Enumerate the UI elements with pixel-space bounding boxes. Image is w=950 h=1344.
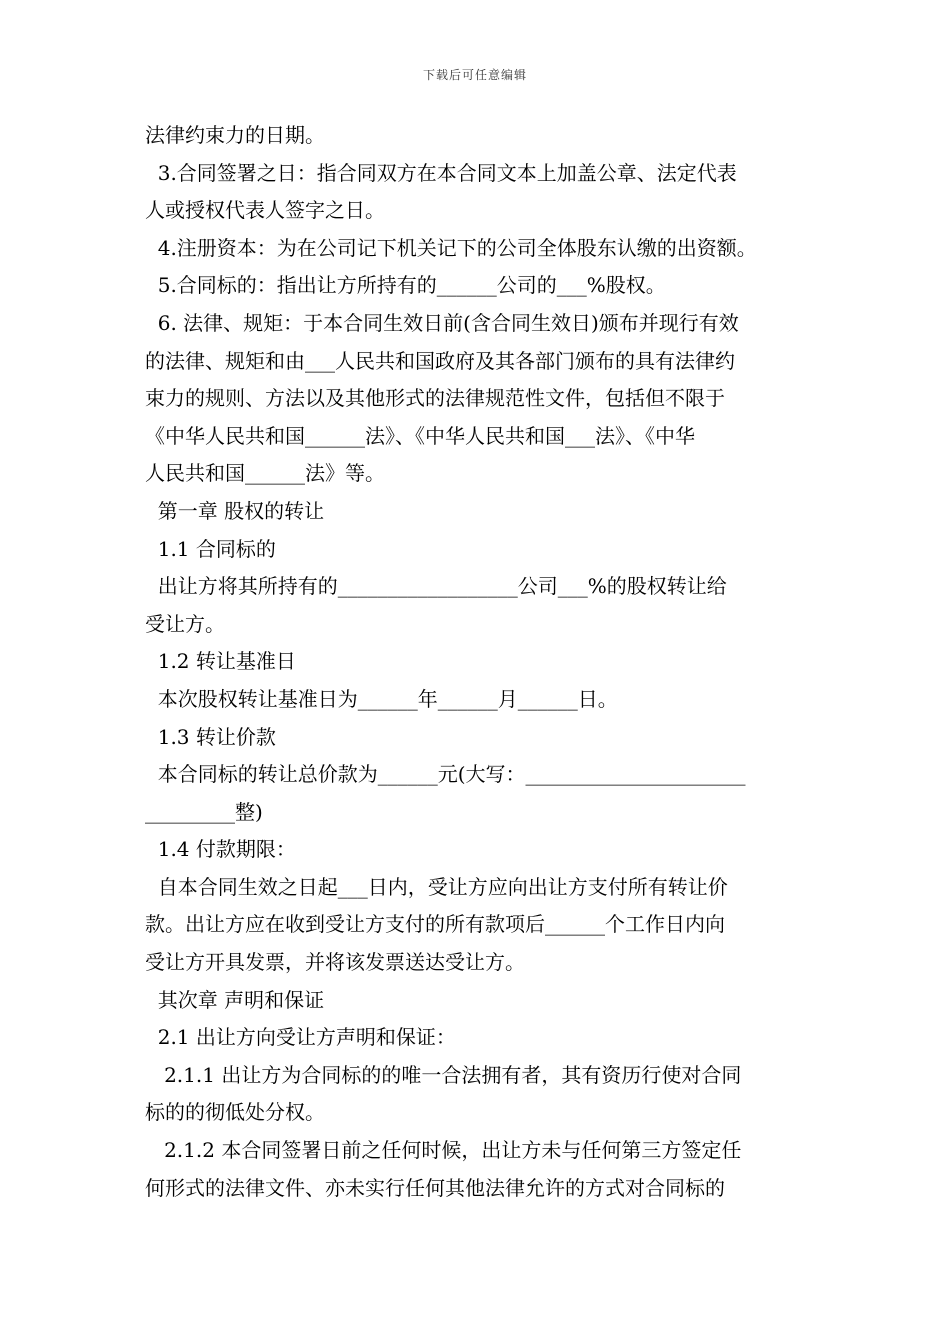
chapter-heading: 第一章 股权的转让 bbox=[145, 498, 325, 523]
text-line: 2.1.2 本合同签署日前之任何时候，出让方未与任何第三方签定任 bbox=[145, 1138, 742, 1163]
document-body bbox=[145, 117, 817, 1207]
header-note: 下载后可任意编辑 bbox=[422, 68, 527, 82]
section-heading: 1.2 转让基准日 bbox=[145, 649, 296, 674]
text-line: 受让方开具发票，并将该发票送达受让方。 bbox=[145, 950, 525, 975]
text-line: 5.合同标的：指出让方所持有的______公司的___%股权。 bbox=[145, 273, 666, 298]
text-line: 3.合同签署之日：指合同双方在本合同文本上加盖公章、法定代表 bbox=[145, 160, 737, 185]
text-line: 何形式的法律文件、亦未实行任何其他法律允许的方式对合同标的 bbox=[145, 1175, 725, 1200]
section-heading: 1.1 合同标的 bbox=[145, 536, 276, 561]
text-line: 法律约束力的日期。 bbox=[145, 123, 325, 147]
text-line: 出让方将其所持有的__________________公司___%的股权转让给 bbox=[145, 574, 727, 599]
text-line: 标的的彻低处分权。 bbox=[145, 1100, 325, 1125]
text-line: _________整) bbox=[145, 799, 263, 824]
text-line: 本合同标的转让总价款为______元(大写：______________________ bbox=[145, 762, 746, 787]
text-line: 2.1.1 出让方为合同标的的唯一合法拥有者，其有资历行使对合同 bbox=[145, 1062, 742, 1087]
text-line: 4.注册资本：为在公司记下机关记下的公司全体股东认缴的出资额。 bbox=[145, 235, 757, 260]
text-line: 人民共和国______法》等。 bbox=[145, 461, 385, 486]
text-line: 自本合同生效之日起___日内，受让方应向出让方支付所有转让价 bbox=[145, 874, 728, 899]
text-line: 的法律、规矩和由___人民共和国政府及其各部门颁布的具有法律约 bbox=[145, 348, 735, 373]
section-heading: 2.1 出让方向受让方声明和保证： bbox=[145, 1025, 456, 1050]
text-line: 本次股权转让基准日为______年______月______日。 bbox=[145, 686, 618, 711]
text-line: 受让方。 bbox=[145, 611, 225, 636]
section-heading: 1.3 转让价款 bbox=[145, 724, 276, 749]
text-line: 《中华人民共和国______法》、《中华人民共和国___法》、《中华 bbox=[145, 423, 695, 448]
text-line: 人或授权代表人签字之日。 bbox=[145, 198, 385, 223]
text-line: 6. 法律、规矩：于本合同生效日前(含合同生效日)颁布并现行有效 bbox=[145, 310, 739, 335]
text-line: 束力的规则、方法以及其他形式的法律规范性文件，包括但不限于 bbox=[145, 386, 725, 411]
section-heading: 1.4 付款期限： bbox=[145, 837, 296, 862]
chapter-heading: 其次章 声明和保证 bbox=[145, 987, 325, 1012]
text-line: 款。出让方应在收到受让方支付的所有款项后______个工作日内向 bbox=[145, 912, 725, 937]
